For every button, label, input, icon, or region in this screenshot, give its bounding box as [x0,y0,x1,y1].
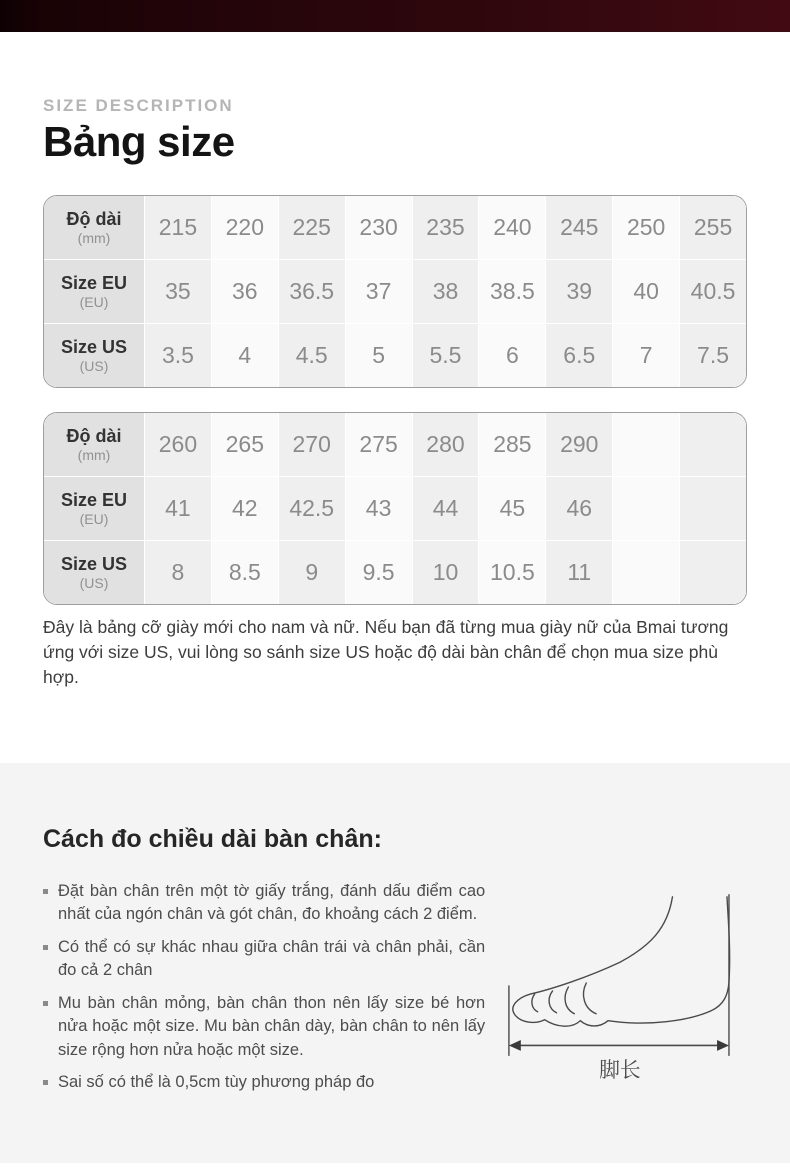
bullet-square-icon [43,945,48,950]
top-banner [0,0,790,32]
foot-length-diagram [499,886,747,1085]
size-table-row [44,260,746,323]
row-header-cell [44,324,144,387]
row-header-label: Size US [60,337,128,358]
size-value-cell [680,541,746,604]
size-table-row [44,541,746,604]
size-value-cell: 11 [546,541,612,604]
size-table-row [44,413,746,476]
size-note: Đây là bảng cỡ giày mới cho nam và nữ. Nếu bạn đã từng mua giày nữ của Bmai tương ứng với size US, vui lòng so sánh size US hoặc độ dài bàn chân để chọn mua size phù hợp. [43,617,729,688]
size-table-small [43,195,747,388]
row-header-sublabel: (mm) [77,229,111,246]
measure-bullet-item [43,880,485,927]
size-value-cell: 5.5 [413,324,479,387]
size-value-cell: 39 [546,260,612,323]
size-value-cell: 220 [212,196,278,259]
size-value-cell: 230 [346,196,412,259]
size-value-cell: 270 [279,413,345,476]
foot-outline [513,897,730,1026]
size-value-cell: 215 [145,196,211,259]
size-value-cell: 42 [212,477,278,540]
size-value-cell: 4.5 [279,324,345,387]
size-value-cell: 275 [346,413,412,476]
size-value-cell: 9.5 [346,541,412,604]
size-table-row [44,196,746,259]
size-value-cell: 5 [346,324,412,387]
size-value-cell: 6 [479,324,545,387]
size-value-cell: 46 [546,477,612,540]
size-value-cell: 280 [413,413,479,476]
foot-length-label: 脚长 [599,1058,641,1083]
size-value-cell: 38 [413,260,479,323]
size-value-cell: 4 [212,324,278,387]
size-value-cell: 42.5 [279,477,345,540]
bullet-text: Có thể có sự khác nhau giữa chân trái và chân phải, cần đo cả 2 chân [58,937,486,980]
size-value-cell: 265 [212,413,278,476]
measure-heading: Cách đo chiều dài bàn chân: [43,825,382,854]
row-header-label: Size US [60,554,128,575]
measure-body [43,880,747,1103]
size-value-cell: 44 [413,477,479,540]
size-value-cell [613,413,679,476]
row-header-label: Độ dài [66,426,122,447]
row-header-sublabel: (mm) [77,446,111,463]
arrow-head-right [717,1040,729,1051]
size-table-row [44,477,746,540]
size-value-cell: 6.5 [546,324,612,387]
size-value-cell [680,413,746,476]
row-header-cell [44,541,144,604]
size-value-cell: 37 [346,260,412,323]
size-value-cell: 36 [212,260,278,323]
measure-section [0,763,790,1163]
size-value-cell: 245 [546,196,612,259]
row-header-sublabel: (US) [79,574,109,591]
bullet-text: Sai số có thể là 0,5cm tùy phương pháp đo [58,1073,375,1091]
row-header-cell [44,196,144,259]
size-value-cell: 41 [145,477,211,540]
size-value-cell [613,541,679,604]
size-value-cell [613,477,679,540]
size-value-cell: 10 [413,541,479,604]
size-value-cell: 235 [413,196,479,259]
size-value-cell: 8 [145,541,211,604]
row-header-cell [44,413,144,476]
measure-bullet-item [43,992,485,1062]
row-header-label: Size EU [60,273,128,294]
bullet-text: Mu bàn chân mỏng, bàn chân thon nên lấy size bé hơn nửa hoặc một size. Mu bàn chân dày, bàn chân to nên lấy size rộng hơn nửa hoặc một size. [58,993,486,1059]
row-header-sublabel: (US) [79,357,109,374]
size-value-cell: 7.5 [680,324,746,387]
toe-detail [532,994,538,1012]
size-value-cell: 10.5 [479,541,545,604]
size-value-cell: 255 [680,196,746,259]
size-value-cell: 285 [479,413,545,476]
row-header-sublabel: (EU) [79,510,109,527]
size-value-cell: 43 [346,477,412,540]
row-header-cell [44,477,144,540]
bullet-square-icon [43,889,48,894]
size-value-cell: 240 [479,196,545,259]
size-value-cell: 260 [145,413,211,476]
size-value-cell: 9 [279,541,345,604]
size-description-content [0,96,790,690]
size-value-cell: 225 [279,196,345,259]
arrow-head-left [509,1040,521,1051]
size-value-cell: 7 [613,324,679,387]
size-table-row [44,324,746,387]
row-header-sublabel: (EU) [79,293,109,310]
size-value-cell: 36.5 [279,260,345,323]
size-value-cell: 38.5 [479,260,545,323]
row-header-label: Độ dài [66,209,122,230]
size-table-large [43,412,747,605]
section-eyebrow: SIZE DESCRIPTION [43,96,234,115]
page-title: Bảng size [43,118,235,165]
toe-detail [565,987,574,1014]
measure-bullet-item [43,936,485,983]
measure-bullet-list [43,880,485,1103]
size-value-cell [680,477,746,540]
bullet-text: Đặt bàn chân trên một tờ giấy trắng, đánh dấu điểm cao nhất của ngón chân và gót chân, đo khoảng cách 2 điểm. [58,882,486,924]
size-value-cell: 40 [613,260,679,323]
bullet-square-icon [43,1001,48,1006]
row-header-label: Size EU [60,490,128,511]
size-value-cell: 250 [613,196,679,259]
size-value-cell: 40.5 [680,260,746,323]
bullet-square-icon [43,1080,48,1085]
size-value-cell: 8.5 [212,541,278,604]
toe-detail [584,983,597,1014]
size-value-cell: 35 [145,260,211,323]
toe-detail [549,991,556,1013]
row-header-cell [44,260,144,323]
size-value-cell: 290 [546,413,612,476]
size-value-cell: 3.5 [145,324,211,387]
size-value-cell: 45 [479,477,545,540]
measure-bullet-item [43,1071,485,1094]
